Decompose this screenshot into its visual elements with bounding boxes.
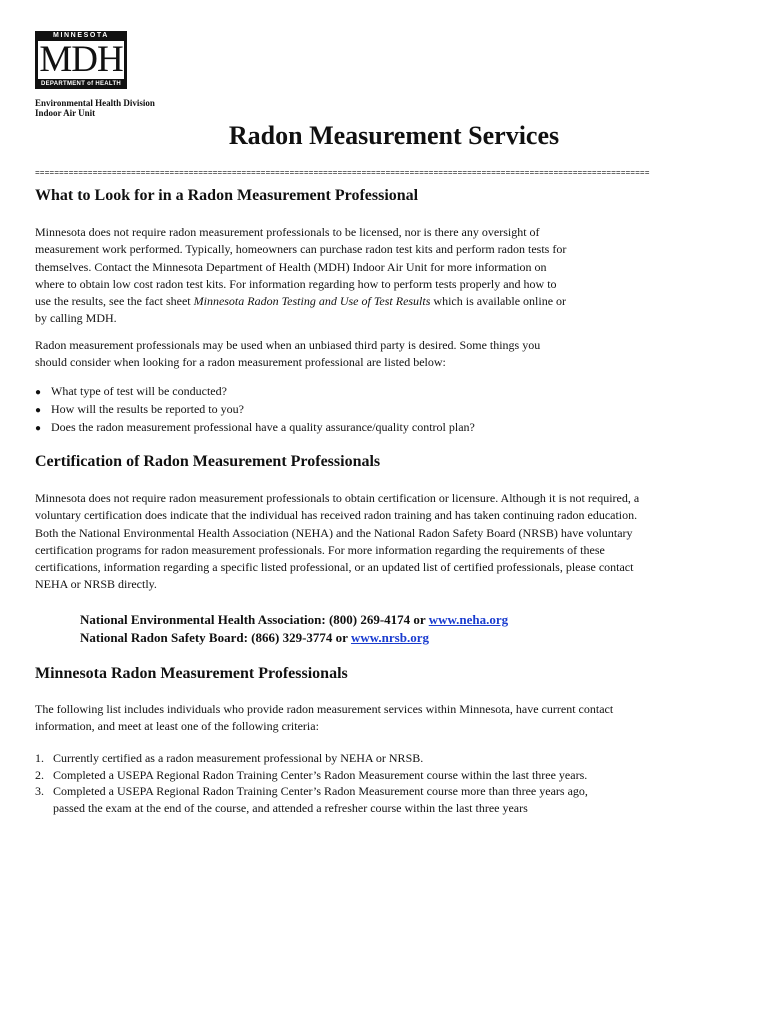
paragraph-line: information, and meet at least one of the following criteria: [35, 719, 319, 734]
certification-paragraph [35, 490, 735, 594]
intro-paragraph [35, 224, 735, 328]
paragraph-line: should consider when looking for a radon measurement professional are listed below: [35, 355, 446, 370]
paragraph-line: Radon measurement professionals may be used when an unbiased third party is desired. Some things you [35, 338, 541, 352]
third-party-paragraph [35, 337, 735, 372]
list-item [35, 767, 588, 784]
list-number: 1. [35, 751, 44, 765]
paragraph-line: measurement work performed. Typically, homeowners can purchase radon test kits and perform radon tests for [35, 242, 567, 257]
bullet-icon: ● [35, 405, 42, 416]
logo-department-text: DEPARTMENT of HEALTH [40, 81, 122, 87]
contact-label: National Environmental Health Association: (800) 269-4174 or [80, 612, 429, 627]
list-item [35, 419, 475, 437]
division-name: Environmental Health Division [35, 98, 155, 108]
considerations-list [35, 383, 475, 437]
list-item-text: How will the results be reported to you? [51, 402, 244, 416]
list-number: 2. [35, 767, 44, 782]
logo-state-text: MINNESOTA [53, 32, 109, 39]
criteria-intro-paragraph [35, 701, 735, 736]
paragraph-line: The following list includes individuals who provide radon measurement services within Minnesota, have current contact [35, 702, 614, 716]
list-item-continuation: passed the exam at the end of the course, and attended a refresher course within the last three years [53, 800, 528, 815]
line-text: use the results, see the fact sheet [35, 294, 194, 309]
list-item-text: Completed a USEPA Regional Radon Training Center’s Radon Measurement course within the last three years. [53, 767, 588, 782]
list-number: 3. [35, 784, 44, 798]
divider-rule: ================================================================================================================================ [35, 169, 650, 178]
list-item-text: Does the radon measurement professional have a quality assurance/quality control plan? [51, 420, 475, 434]
section-heading-what-to-look-for: What to Look for in a Radon Measurement Professional [35, 187, 419, 204]
list-item [35, 783, 588, 816]
logo-mdh-text: MDH [39, 39, 123, 80]
neha-link[interactable]: www.neha.org [428, 612, 509, 627]
contact-label: National Radon Safety Board: (866) 329-3774 or [80, 630, 351, 645]
list-item [35, 401, 475, 419]
paragraph-line: certifications, information regarding a specific listed professional, or an updated list of certified professionals, please contact [35, 560, 634, 575]
paragraph-line: Minnesota does not require radon measurement professionals to be licensed, nor is there any oversight of [35, 225, 540, 239]
paragraph-line [35, 293, 735, 310]
paragraph-line: certification programs for radon measurement professionals. For more information regarding the requirements of these [35, 542, 605, 557]
section-heading-mn-professionals: Minnesota Radon Measurement Professionals [35, 665, 348, 682]
bullet-icon: ● [35, 423, 42, 434]
list-item [35, 383, 475, 401]
contact-neha [80, 611, 508, 629]
mdh-logo [35, 31, 127, 89]
criteria-list [35, 750, 588, 816]
line-text: which is available online or [430, 294, 567, 309]
paragraph-line: by calling MDH. [35, 311, 117, 326]
paragraph-line: voluntary certification does indicate that the individual has received radon training and has taken continuing radon education. [35, 508, 638, 523]
paragraph-line: Minnesota does not require radon measurement professionals to obtain certification or licensure. Although it is not required, a [35, 491, 640, 505]
list-item-text: Currently certified as a radon measurement professional by NEHA or NRSB. [53, 751, 424, 765]
paragraph-line: NEHA or NRSB directly. [35, 577, 157, 592]
contact-nrsb [80, 629, 429, 647]
nrsb-link[interactable]: www.nrsb.org [350, 630, 429, 645]
paragraph-line: where to obtain low cost radon test kits. For information regarding how to perform tests properly and how to [35, 276, 557, 291]
list-item [35, 750, 588, 767]
section-heading-certification: Certification of Radon Measurement Professionals [35, 453, 381, 470]
paragraph-line: themselves. Contact the Minnesota Department of Health (MDH) Indoor Air Unit for more information on [35, 259, 547, 274]
list-item-text: What type of test will be conducted? [51, 384, 227, 398]
fact-sheet-title: Minnesota Radon Testing and Use of Test Results [193, 294, 431, 309]
bullet-icon: ● [35, 387, 42, 398]
list-item-text: Completed a USEPA Regional Radon Training Center’s Radon Measurement course more than three years ago, [53, 784, 588, 798]
unit-name: Indoor Air Unit [35, 108, 96, 118]
page-title: Radon Measurement Services [228, 121, 560, 150]
paragraph-line: Both the National Environmental Health Association (NEHA) and the National Radon Safety Board (NRSB) have voluntary [35, 525, 633, 540]
